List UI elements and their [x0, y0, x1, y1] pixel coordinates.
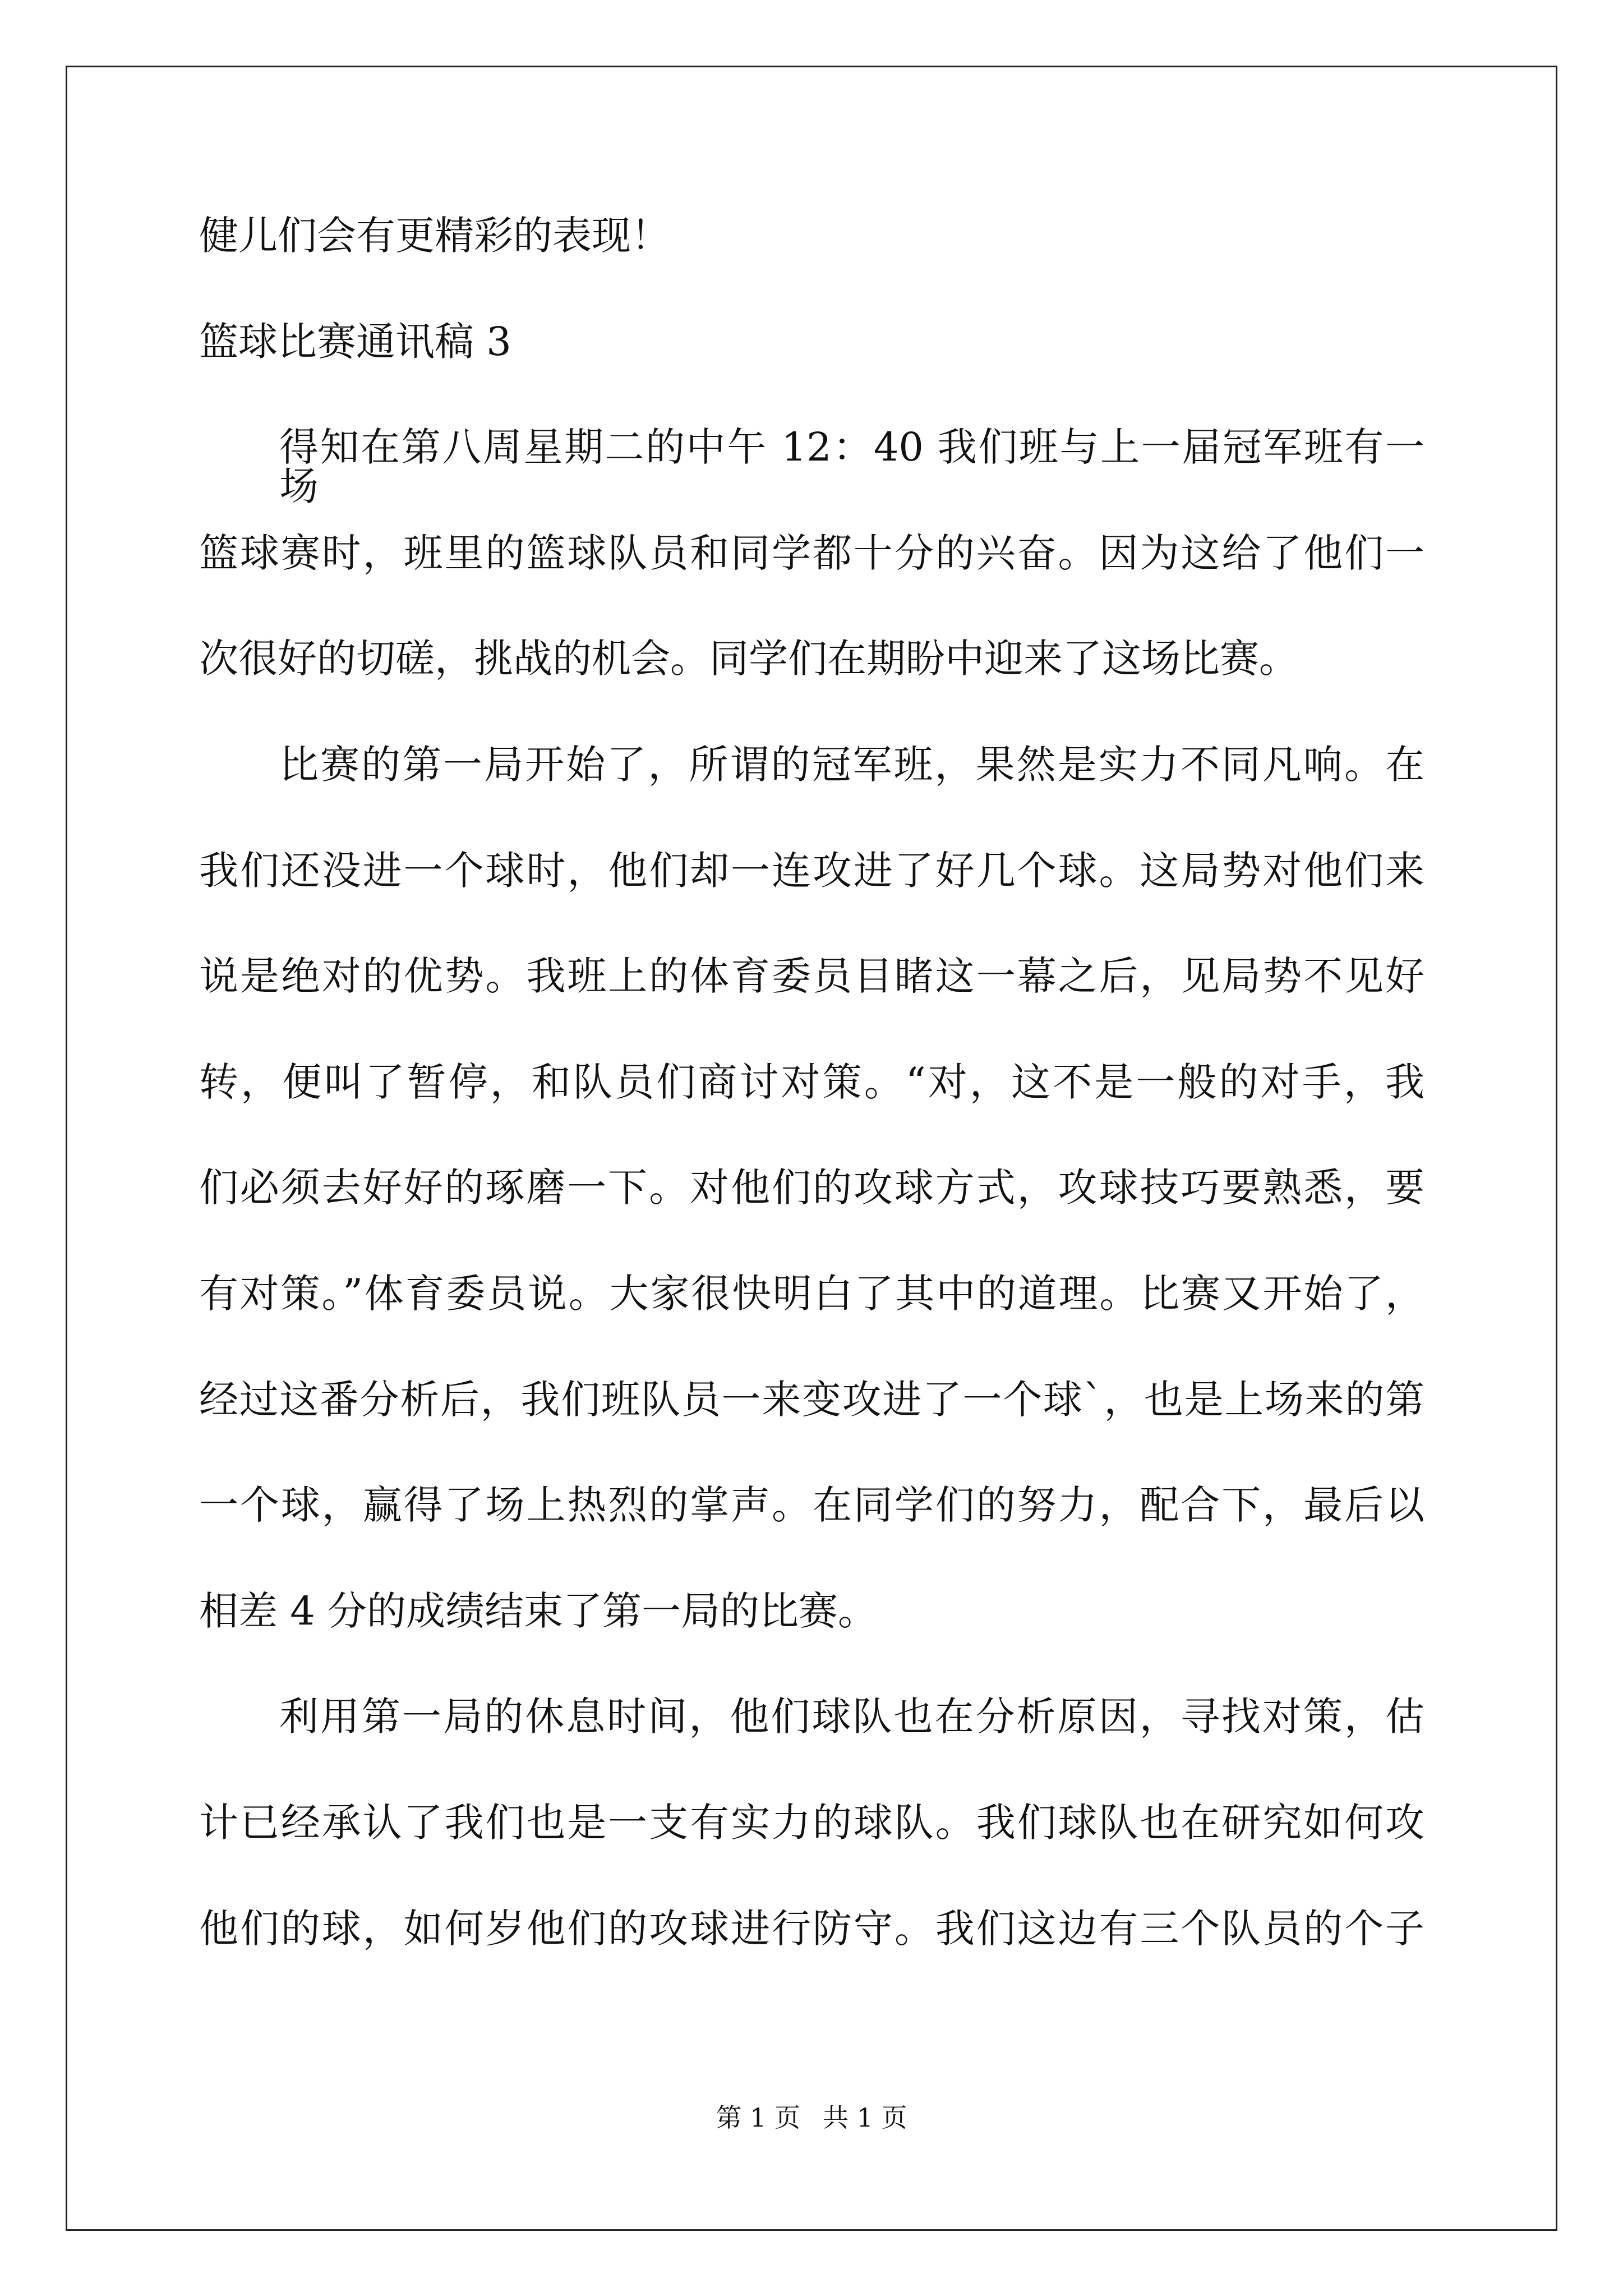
paragraph-line: 转，便叫了暂停，和队员们商讨对策。“对，这不是一般的对手，我 [199, 1059, 1424, 1105]
page-number: 第 1 页 [716, 2102, 800, 2133]
paragraph-line: 说是绝对的优势。我班上的体育委员目睹这一幕之后，见局势不见好 [199, 953, 1424, 1000]
page-count: 共 1 页 [823, 2102, 907, 2133]
paragraph-line: 得知在第八周星期二的中午 12：40 我们班与上一届冠军班有一场 [279, 424, 1424, 510]
page-footer [0, 2102, 1623, 2133]
text-line: 健儿们会有更精彩的表现！ [199, 213, 670, 259]
paragraph-line: 利用第一局的休息时间，他们球队也在分析原因，寻找对策，估 [279, 1694, 1424, 1740]
paragraph-line: 经过这番分析后，我们班队员一来变攻进了一个球`，也是上场来的第 [199, 1376, 1424, 1423]
paragraph-line: 次很好的切磋，挑战的机会。同学们在期盼中迎来了这场比赛。 [199, 636, 1298, 682]
section-title: 篮球比赛通讯稿 3 [199, 318, 511, 365]
paragraph-line: 相差 4 分的成绩结束了第一局的比赛。 [199, 1588, 878, 1634]
paragraph-line: 们必须去好好的琢磨一下。对他们的攻球方式，攻球技巧要熟悉，要 [199, 1165, 1424, 1211]
paragraph-line: 比赛的第一局开始了，所谓的冠军班，果然是实力不同凡响。在 [279, 741, 1424, 788]
paragraph-line: 我们还没进一个球时，他们却一连攻进了好几个球。这局势对他们来 [199, 847, 1424, 894]
paragraph-line: 一个球，赢得了场上热烈的掌声。在同学们的努力，配合下，最后以 [199, 1482, 1424, 1529]
paragraph-line: 计已经承认了我们也是一支有实力的球队。我们球队也在研究如何攻 [199, 1799, 1424, 1846]
paragraph-line: 他们的球，如何岁他们的攻球进行防守。我们这边有三个队员的个子 [199, 1905, 1424, 1952]
document-body [199, 213, 1424, 2014]
paragraph-line: 篮球赛时，班里的篮球队员和同学都十分的兴奋。因为这给了他们一 [199, 530, 1424, 576]
paragraph-line: 有对策。”体育委员说。大家很快明白了其中的道理。比赛又开始了， [199, 1270, 1424, 1317]
